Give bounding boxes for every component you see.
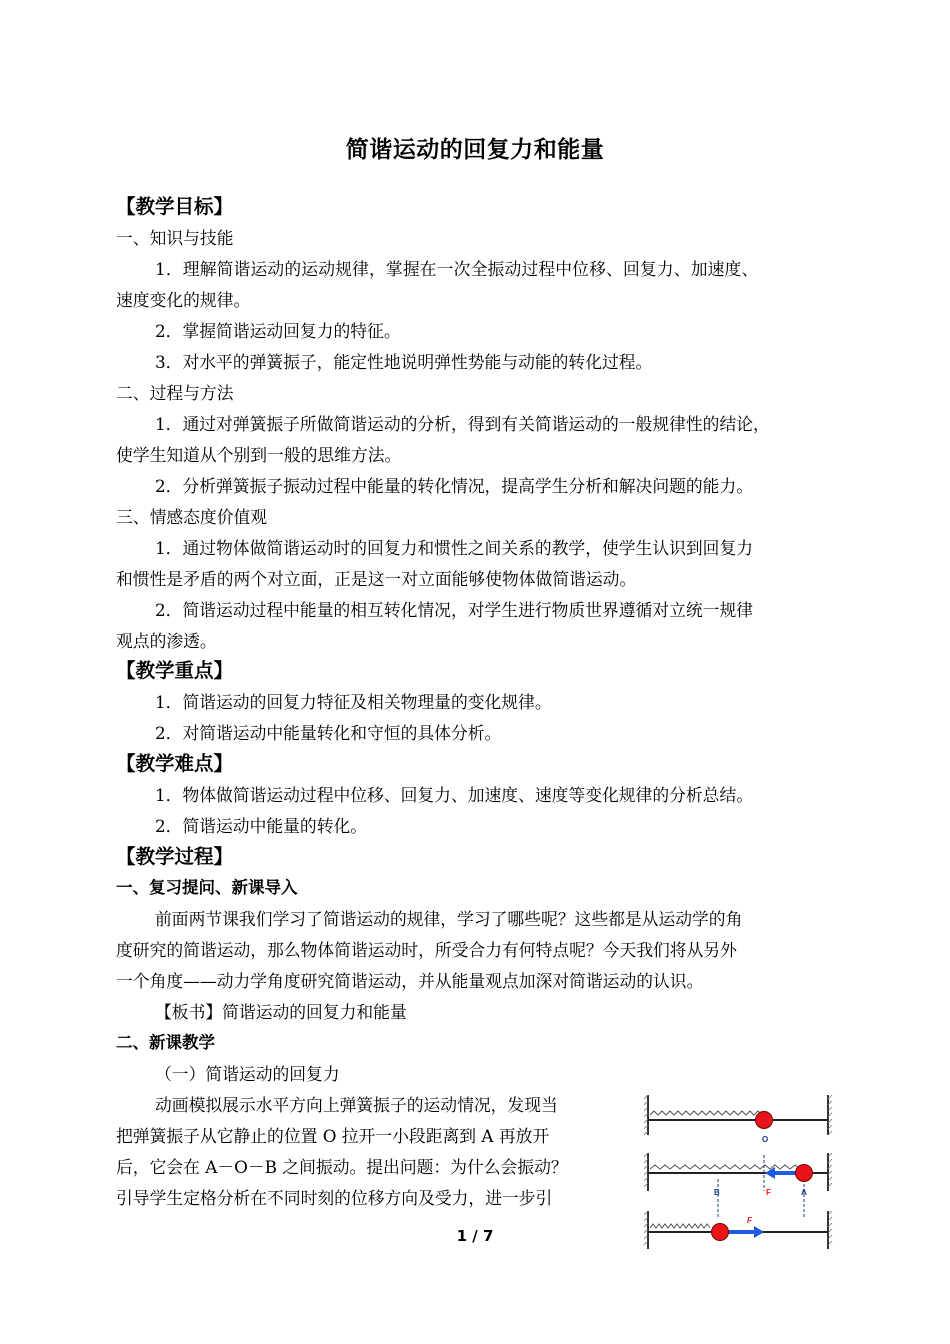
paragraph: 1．简谐运动的回复力特征及相关物理量的变化规律。: [155, 692, 552, 712]
paragraph: 2．对简谐运动中能量转化和守恒的具体分析。: [155, 723, 502, 743]
paragraph: 把弹簧振子从它静止的位置 O 拉开一小段距离到 A 再放开: [116, 1126, 550, 1146]
paragraph: 1．通过对弹簧振子所做简谐运动的分析，得到有关简谐运动的一般规律性的结论，: [155, 414, 770, 434]
paragraph: 3．对水平的弹簧振子，能定性地说明弹性势能与动能的转化过程。: [155, 352, 653, 372]
paragraph: 后，它会在 A－O－B 之间振动。提出问题：为什么会振动？: [116, 1157, 568, 1177]
diagram-row-at-a: [644, 1153, 832, 1217]
page-title: 简谐运动的回复力和能量: [345, 137, 605, 163]
paragraph: 1．通过物体做简谐运动时的回复力和惯性之间关系的教学，使学生认识到回复力: [155, 538, 754, 558]
part-process-method: 二、过程与方法: [116, 383, 234, 403]
part-values: 三、情感态度价值观: [116, 507, 268, 527]
paragraph: 动画模拟展示水平方向上弹簧振子的运动情况，发现当: [155, 1095, 558, 1115]
label-o: O: [762, 1135, 769, 1144]
paragraph: 1．理解简谐运动的运动规律，掌握在一次全振动过程中位移、回复力、加速度、: [155, 259, 759, 279]
page-number: 1 / 7: [456, 1227, 494, 1245]
paragraph: 前面两节课我们学习了简谐运动的规律，学习了哪些呢？这些都是从运动学的角: [155, 909, 743, 929]
paragraph: 引导学生定格分析在不同时刻的位移方向及受力，进一步引: [116, 1188, 553, 1208]
paragraph: 2．简谐运动中能量的转化。: [155, 816, 368, 836]
heading-objectives: 【教学目标】: [116, 195, 234, 218]
paragraph: 使学生知道从个别到一般的思维方法。: [116, 445, 402, 465]
paragraph: 1．物体做简谐运动过程中位移、回复力、加速度、速度等变化规律的分析总结。: [155, 785, 754, 805]
subsection-title: （一）简谐运动的回复力: [155, 1064, 340, 1084]
paragraph: 和惯性是矛盾的两个对立面，正是这一对立面能够使物体做简谐运动。: [116, 569, 637, 589]
board-note: 【板书】简谐运动的回复力和能量: [155, 1002, 407, 1022]
label-force-2: F: [747, 1216, 752, 1225]
paragraph: 观点的渗透。: [116, 631, 217, 651]
heading-process: 【教学过程】: [116, 845, 234, 868]
label-b: B: [714, 1188, 720, 1197]
paragraph: 2．简谐运动过程中能量的相互转化情况，对学生进行物质世界遵循对立统一规律: [155, 600, 754, 620]
paragraph: 2．掌握简谐运动回复力的特征。: [155, 321, 401, 341]
heading-key-points: 【教学重点】: [116, 659, 234, 682]
paragraph: 2．分析弹簧振子振动过程中能量的转化情况，提高学生分析和解决问题的能力。: [155, 476, 754, 496]
subheading-review: 一、复习提问、新课导入: [116, 878, 298, 897]
label-force-1: F: [766, 1188, 771, 1197]
paragraph: 速度变化的规律。: [116, 290, 251, 310]
part-knowledge: 一、知识与技能: [116, 228, 234, 248]
heading-difficulties: 【教学难点】: [116, 752, 234, 775]
diagram-row-equilibrium: [644, 1095, 832, 1144]
subheading-new-lesson: 二、新课教学: [116, 1033, 215, 1052]
label-a: A: [801, 1188, 807, 1197]
paragraph: 一个角度——动力学角度研究简谐运动，并从能量观点加深对简谐运动的认识。: [116, 971, 704, 991]
paragraph: 度研究的简谐运动，那么物体简谐运动时，所受合力有何特点呢？今天我们将从另外: [116, 940, 737, 960]
